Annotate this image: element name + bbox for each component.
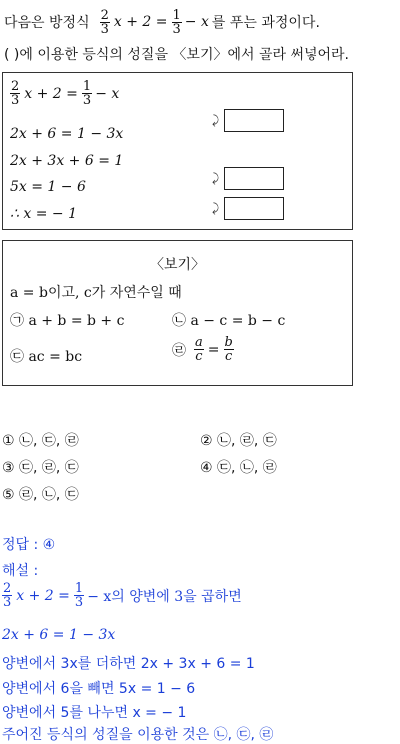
step-1-frac-lhs: $\frac{2}{3}$ (11, 79, 20, 108)
step-1-frac-rhs: $\frac{1}{3}$ (82, 79, 92, 108)
choice-4[interactable]: ④ ㉢, ㉡, ㉣ (200, 460, 277, 476)
bogi-option-4: ㉣ $\frac{a}{c}$ = $\frac{b}{c}$ (172, 335, 233, 364)
bogi-condition: a = b이고, c가 자연수일 때 (10, 285, 182, 301)
blank-box-3[interactable] (224, 197, 284, 220)
step-2: 2x + 6 = 1 − 3x (10, 126, 124, 142)
opt4-frac-b: $\frac{b}{c}$ (224, 335, 233, 364)
blank-box-1[interactable] (224, 109, 284, 132)
step-3: 2x + 3x + 6 = 1 (10, 153, 124, 169)
bogi-option-1: ㉠ a + b = b + c (10, 313, 125, 329)
bogi-option-3: ㉢ ac = bc (10, 349, 83, 365)
choice-2[interactable]: ② ㉡, ㉣, ㉢ (200, 433, 277, 449)
explanation-line-6: 주어진 등식의 성질을 이용한 것은 ㉡, ㉢, ㉣ (2, 727, 274, 743)
choice-5[interactable]: ⑤ ㉣, ㉡, ㉢ (2, 487, 79, 503)
explanation-line-3: 양변에서 3x를 더하면 2x + 3x + 6 = 1 (2, 656, 255, 672)
step-4: 5x = 1 − 6 (10, 179, 86, 195)
eq-fraction-lhs: $\frac{2}{3}$ (100, 7, 109, 37)
question-line-2: ( )에 이용한 등식의 성질을 〈보기〉에서 골라 써넣어라. (4, 47, 350, 63)
curved-arrow-icon: ⤸ (212, 171, 220, 185)
choice-1[interactable]: ① ㉡, ㉢, ㉣ (2, 433, 79, 449)
curved-arrow-icon: ⤸ (212, 201, 220, 215)
question-suffix: 를 푸는 과정이다. (211, 15, 320, 31)
expl-frac-rhs: $\frac{1}{3}$ (74, 581, 84, 610)
explanation-line-1: $\frac{2}{3}$ x + 2 = $\frac{1}{3}$ − x의 양변에 3을 곱하면 (3, 581, 242, 610)
blank-box-2[interactable] (224, 167, 284, 190)
step-1: $\frac{2}{3}$ x + 2 = $\frac{1}{3}$ − x (11, 79, 120, 108)
eq-fraction-rhs: $\frac{1}{3}$ (172, 7, 181, 37)
explanation-line-2: 2x + 6 = 1 − 3x (2, 627, 116, 643)
answer-label: 정답 : ④ (2, 537, 56, 553)
expl-frac-lhs: $\frac{2}{3}$ (3, 581, 12, 610)
step-5: ∴ x = − 1 (10, 206, 77, 222)
explanation-label: 해설 : (2, 563, 39, 579)
opt4-frac-a: $\frac{a}{c}$ (195, 335, 203, 364)
eq-tail: − x (184, 14, 209, 30)
eq-middle: x + 2 = (113, 14, 168, 30)
bogi-option-2: ㉡ a − c = b − c (172, 313, 286, 329)
curved-arrow-icon: ⤸ (212, 113, 220, 127)
question-line-1 (4, 4, 320, 40)
explanation-line-4: 양변에서 6을 빼면 5x = 1 − 6 (2, 681, 196, 697)
bogi-title: 〈보기〉 (149, 257, 206, 273)
choice-3[interactable]: ③ ㉢, ㉣, ㉢ (2, 460, 79, 476)
question-prefix: 다음은 방정식 (4, 15, 90, 31)
explanation-line-5: 양변에서 5를 나누면 x = − 1 (2, 705, 187, 721)
